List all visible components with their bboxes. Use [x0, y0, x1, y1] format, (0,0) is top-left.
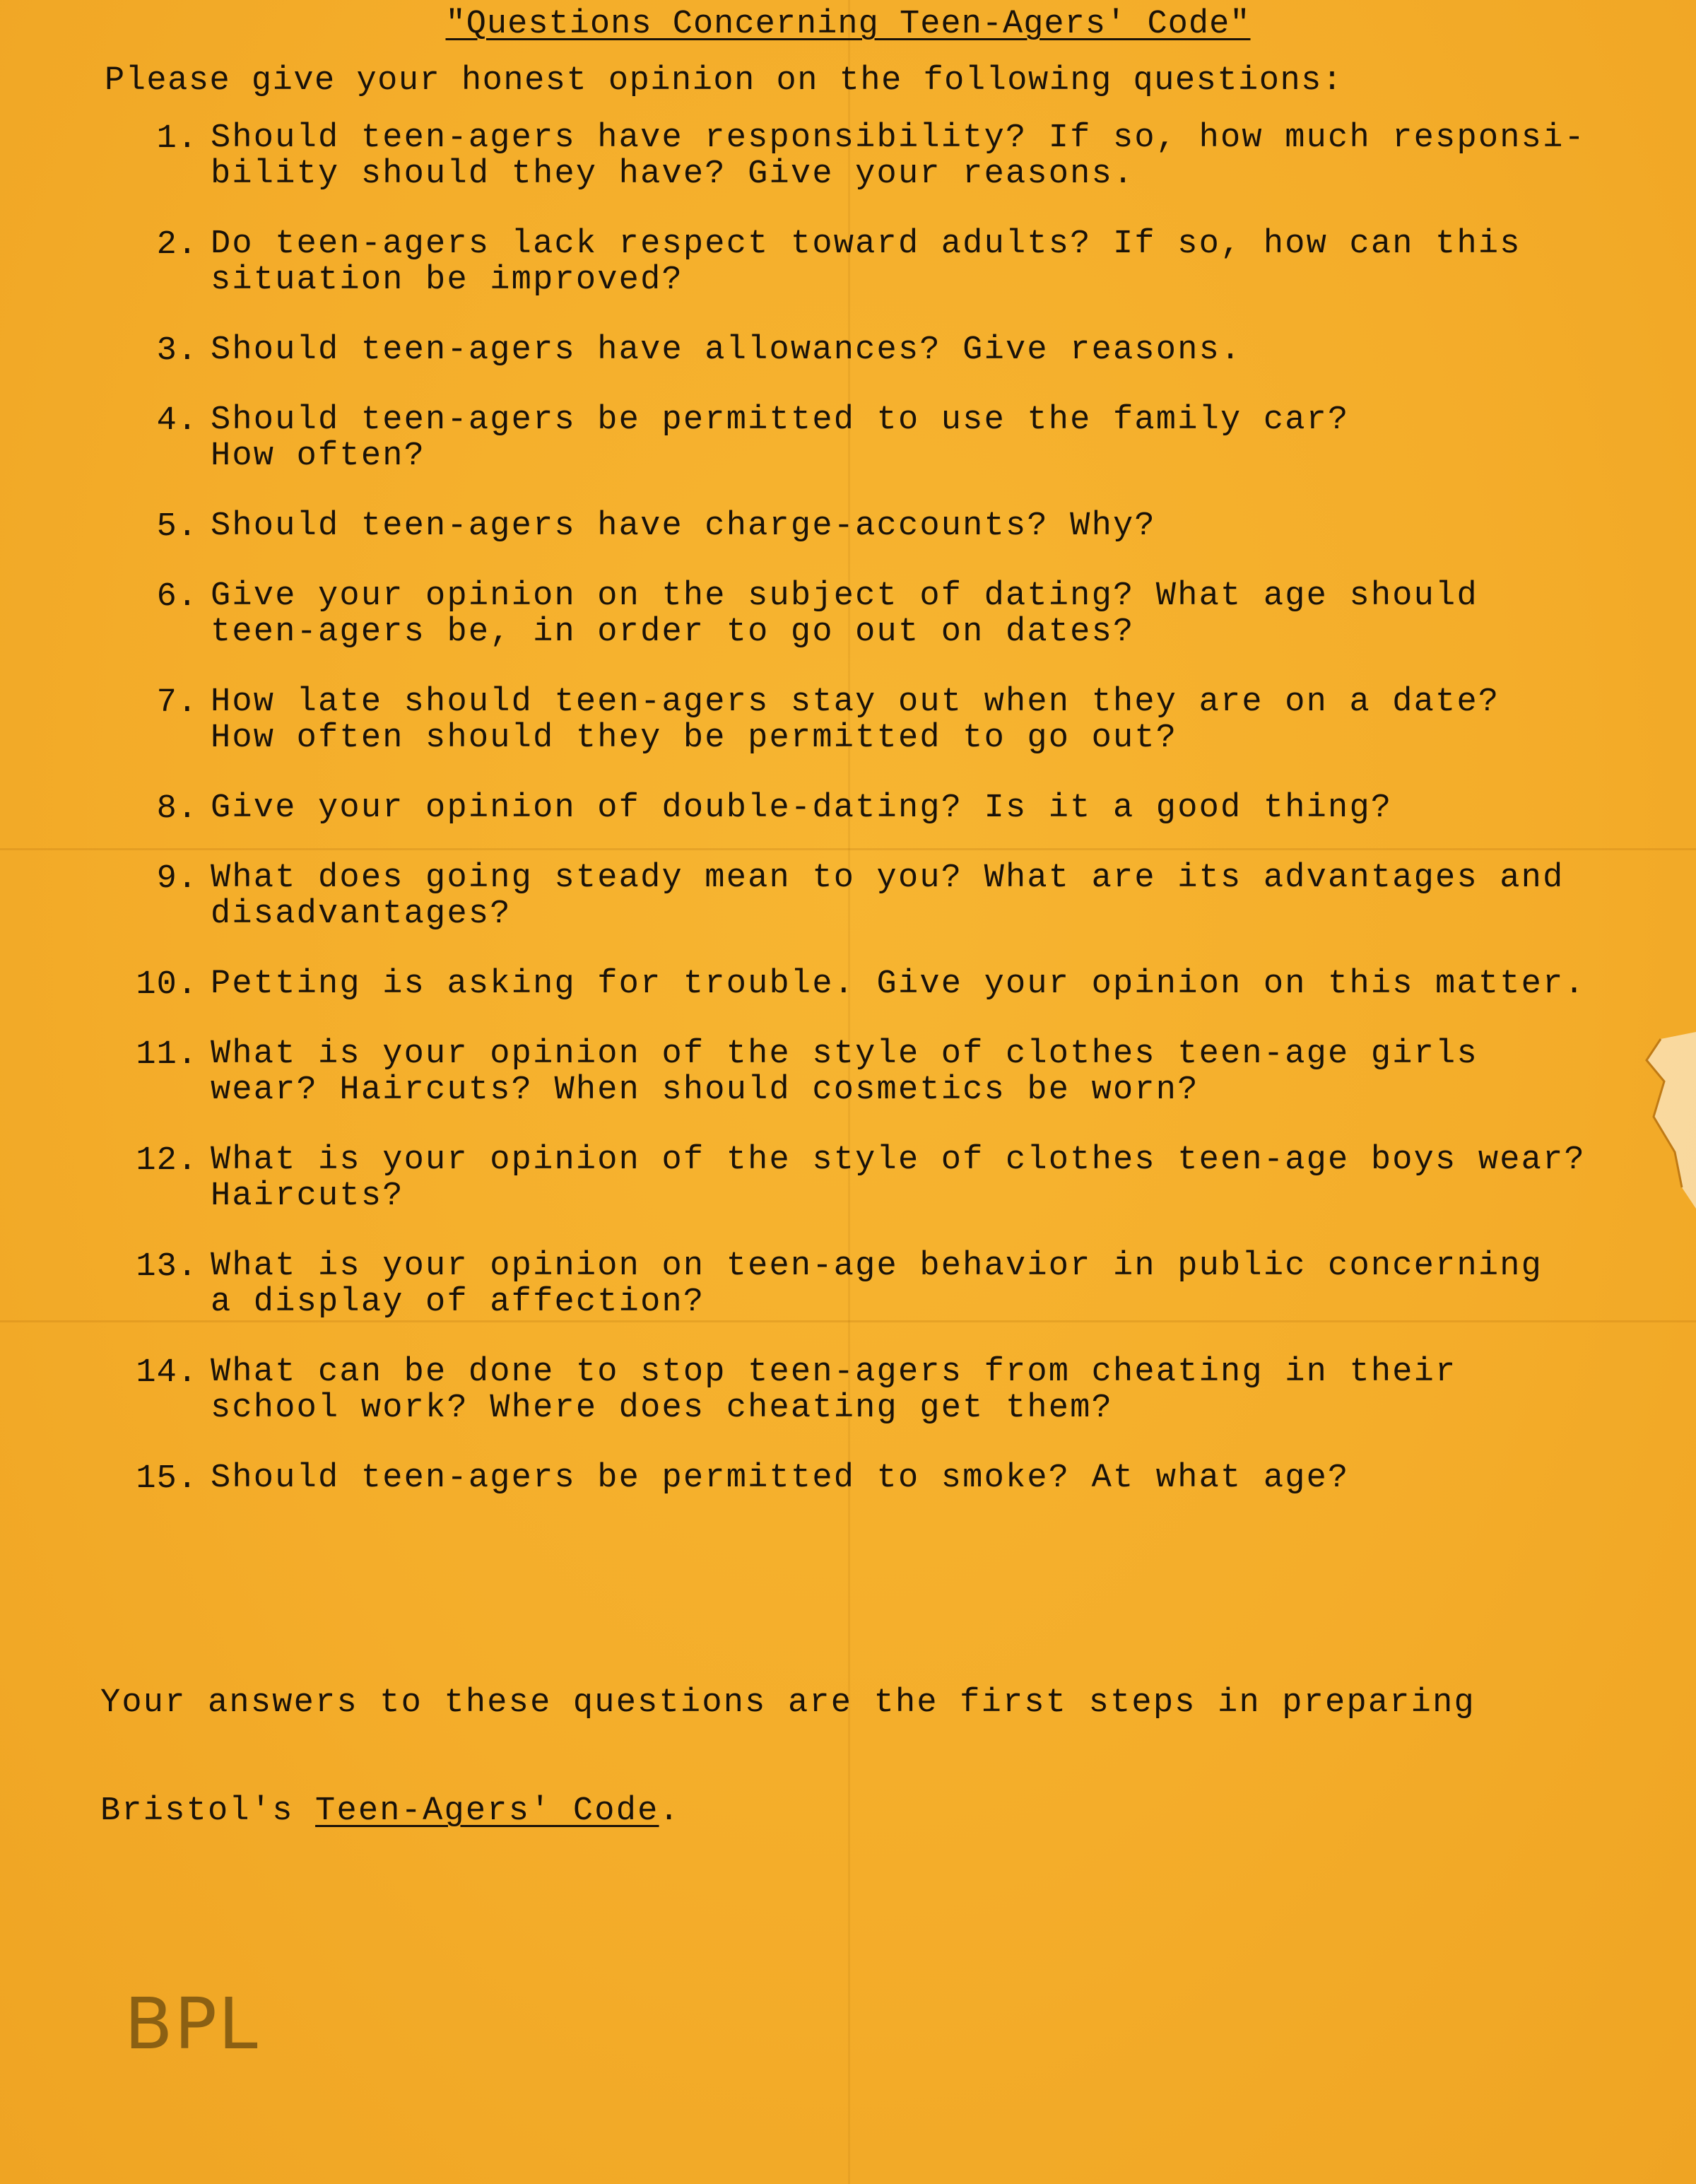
closing-paragraph: [100, 1613, 1476, 1901]
question-text: Give your opinion of double-dating? Is it a good thing?: [211, 789, 1393, 827]
closing-line-1: Your answers to these questions are the first steps in preparing: [100, 1684, 1476, 1722]
intro-text: Please give your honest opinion on the following questions:: [105, 62, 1343, 100]
closing-line-2: [100, 1793, 1476, 1829]
question-number: 8.: [156, 790, 198, 828]
question-text: What does going steady mean to you? What are its advantages and disadvantages?: [211, 859, 1565, 933]
question-text: Should teen-agers be permitted to use the family car? How often?: [211, 401, 1350, 475]
question-number: 15.: [136, 1460, 198, 1498]
question-text: What is your opinion on teen-age behavior in public concerning a display of affection?: [211, 1247, 1543, 1321]
question-item: [99, 790, 1618, 826]
question-text: What is your opinion of the style of clothes teen-age boys wear? Haircuts?: [211, 1141, 1586, 1215]
question-item: [99, 1248, 1618, 1320]
question-number: 10.: [136, 966, 198, 1004]
question-item: [99, 684, 1618, 756]
torn-edge: [1632, 1032, 1696, 1216]
question-item: [99, 578, 1618, 650]
question-text: Should teen-agers have allowances? Give reasons.: [211, 331, 1242, 369]
question-number: 4.: [156, 402, 198, 440]
question-text: Give your opinion on the subject of dating? What age should teen-agers be, in order to go out on dates?: [211, 577, 1478, 651]
question-number: 13.: [136, 1248, 198, 1286]
question-number: 3.: [156, 332, 198, 370]
question-number: 14.: [136, 1354, 198, 1392]
question-number: 11.: [136, 1036, 198, 1074]
closing-prefix: Bristol's: [100, 1792, 316, 1830]
question-item: [99, 402, 1618, 474]
closing-suffix: .: [659, 1792, 681, 1830]
question-number: 6.: [156, 578, 198, 616]
question-number: 2.: [156, 226, 198, 264]
question-item: [99, 966, 1618, 1002]
question-item: [99, 860, 1618, 932]
question-item: [99, 332, 1618, 368]
question-text: Should teen-agers be permitted to smoke? At what age?: [211, 1460, 1350, 1497]
question-text: How late should teen-agers stay out when they are on a date? How often should they be permitted to go out?: [211, 683, 1500, 757]
question-text: What is your opinion of the style of clothes teen-age girls wear? Haircuts? When should cosmetics be worn?: [211, 1035, 1478, 1109]
code-title: Teen-Agers' Code: [315, 1792, 659, 1830]
question-number: 1.: [156, 120, 198, 158]
question-number: 9.: [156, 860, 198, 898]
question-text: What can be done to stop teen-agers from cheating in their school work? Where does cheating get them?: [211, 1354, 1457, 1427]
question-list: [99, 120, 1618, 1530]
question-number: 7.: [156, 684, 198, 722]
question-text: Should teen-agers have charge-accounts? Why?: [211, 507, 1156, 545]
document-title: "Questions Concerning Teen-Agers' Code": [445, 6, 1251, 43]
question-item: [99, 1354, 1618, 1426]
question-text: Should teen-agers have responsibility? If so, how much responsi- bility should they have? Give your reasons.: [211, 119, 1586, 193]
question-item: [99, 1036, 1618, 1108]
question-item: [99, 226, 1618, 298]
question-item: [99, 1142, 1618, 1214]
question-number: 5.: [156, 508, 198, 546]
question-item: [99, 120, 1618, 192]
library-watermark: BPL: [124, 1983, 259, 2065]
question-item: [99, 508, 1618, 544]
question-number: 12.: [136, 1142, 198, 1180]
question-item: [99, 1460, 1618, 1496]
question-text: Do teen-agers lack respect toward adults? If so, how can this situation be improved?: [211, 225, 1521, 299]
question-text: Petting is asking for trouble. Give your opinion on this matter.: [211, 965, 1586, 1003]
